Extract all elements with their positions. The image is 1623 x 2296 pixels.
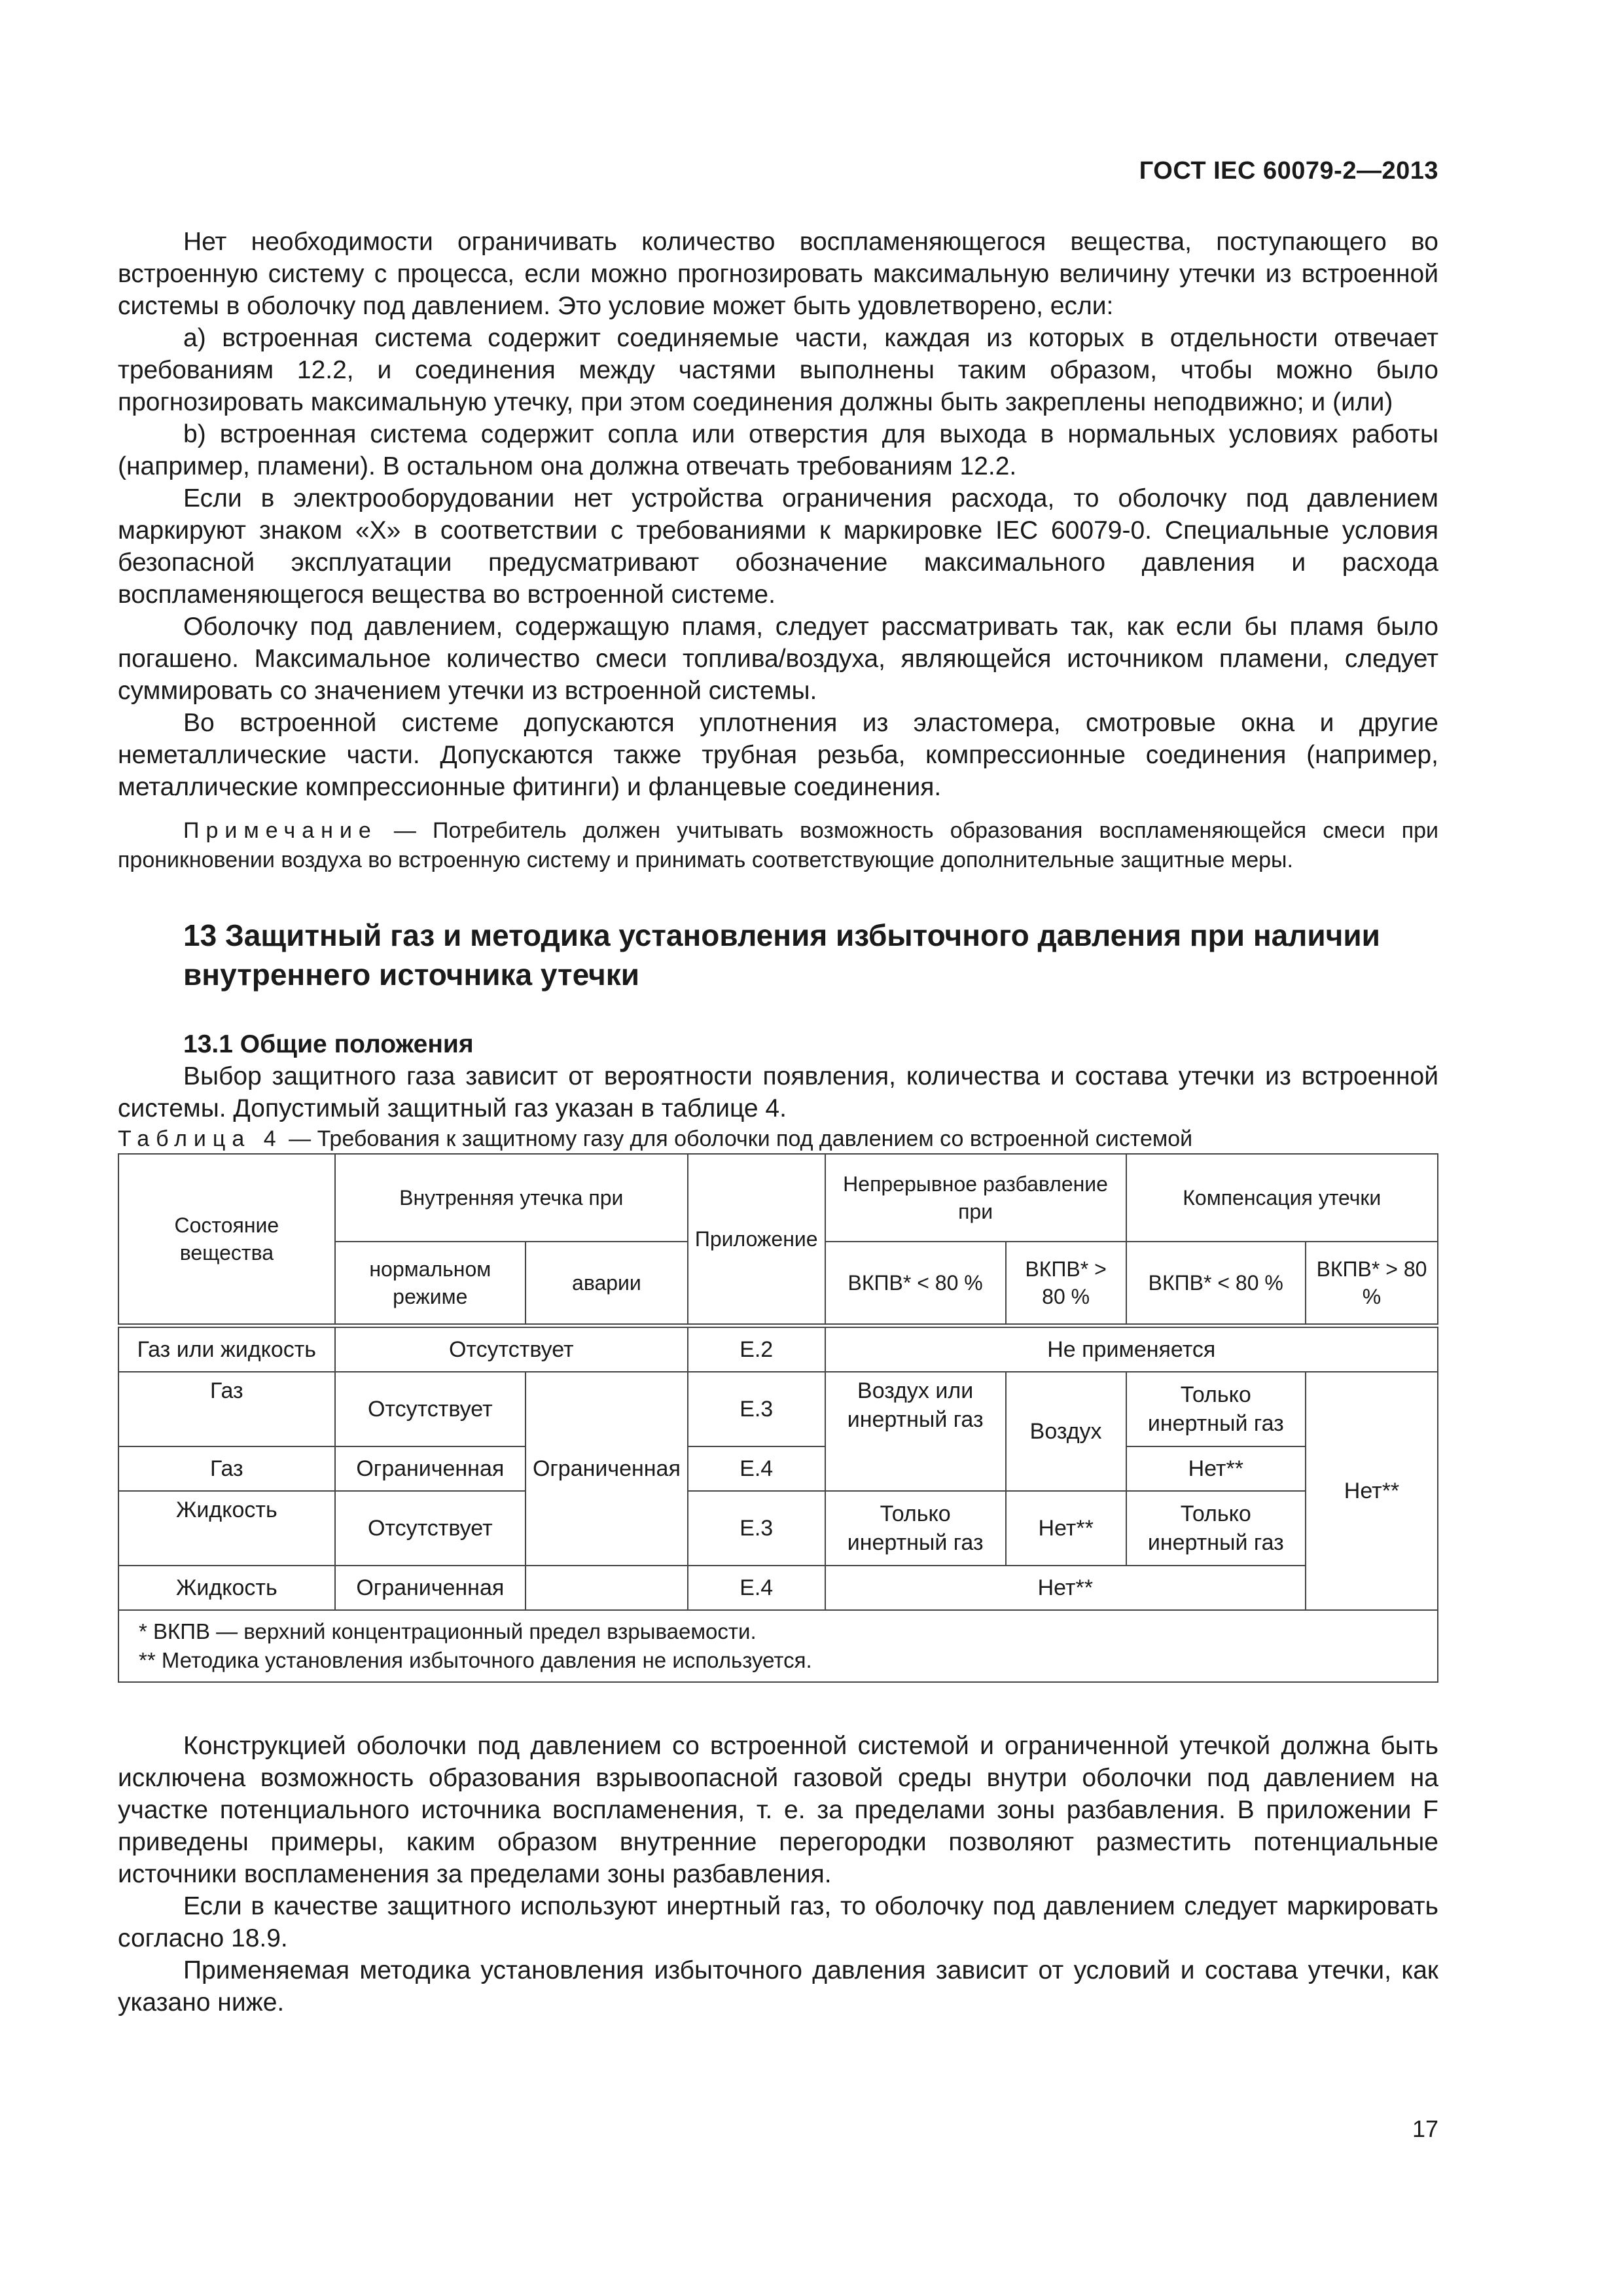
cell-fault-limited: Ограниченная	[526, 1372, 688, 1566]
header-compensation-gt80: ВКПВ* > 80 %	[1306, 1242, 1438, 1326]
header-internal-leak: Внутренняя утечка при	[335, 1154, 688, 1242]
cell-none: Нет**	[1006, 1491, 1126, 1566]
note-text: — Потребитель должен учитывать возможность образования воспламеняющейся смеси при проникновении воздуха во встроенную систему и принимать соответствующие дополнительные защитные меры.	[118, 818, 1438, 872]
body-paragraph: Если в электрооборудовании нет устройства ограничения расхода, то оболочку под давлением маркируют знаком «X» в соответствии с требованиями к маркировке IEC 60079-0. Специальные условия безопасной эксплуатации предусматривают обозначение максимального давления и расхода воспламеняющегося вещества во встроенной системе.	[118, 484, 1438, 609]
cell-annex: E.3	[688, 1491, 825, 1566]
cell-state: Газ	[118, 1446, 335, 1491]
note-label: Примечание	[183, 818, 378, 843]
header-dilution: Непрерывное разбавление при	[825, 1154, 1126, 1242]
body-paragraph: b) встроенная система содержит сопла или отверстия для выхода в нормальных условиях работы (например, пламени). В остальном она должна отвечать требованиям 12.2.	[118, 420, 1438, 480]
cell-leak: Отсутствует	[335, 1326, 688, 1372]
table-row	[118, 1566, 1438, 1610]
table-row	[118, 1491, 1438, 1566]
header-dilution-lt80: ВКПВ* < 80 %	[825, 1242, 1006, 1326]
cell-none: Нет**	[825, 1566, 1306, 1610]
page-number: 17	[1412, 2115, 1438, 2142]
cell-normal: Отсутствует	[335, 1372, 526, 1446]
body-paragraph: Нет необходимости ограничивать количество воспламеняющегося вещества, поступающего во встроенную систему с процесса, если можно прогнозировать максимальную величину утечки из встроенной системы в оболочку под давлением. Это условие может быть удовлетворено, если:	[118, 228, 1438, 320]
cell-compensation-none: Нет**	[1306, 1372, 1438, 1610]
cell-normal: Ограниченная	[335, 1446, 526, 1491]
protective-gas-table	[118, 1153, 1438, 1683]
body-paragraph: a) встроенная система содержит соединяемые части, каждая из которых в отдельности отвечает требованиям 12.2, и соединения между частями выполнены таким образом, чтобы можно было прогнозировать максимальную утечку, при этом соединения должны быть закреплены неподвижно; и (или)	[118, 324, 1438, 416]
note-paragraph	[118, 816, 1438, 875]
cell-normal: Отсутствует	[335, 1491, 526, 1566]
body-paragraph: Выбор защитного газа зависит от вероятности появления, количества и состава утечки из встроенной системы. Допустимый защитный газ указан в таблице 4.	[118, 1062, 1438, 1122]
document-code-header: ГОСТ IEC 60079-2—2013	[1139, 157, 1438, 185]
table-footnotes	[118, 1610, 1438, 1682]
section-heading: 13 Защитный газ и методика установления избыточного давления при наличии внутреннего источника утечки	[183, 918, 1380, 992]
table-caption-label: Таблица 4	[118, 1126, 283, 1151]
cell-air-or-inert: Воздух или инертный газ	[825, 1372, 1006, 1491]
cell-only-inert: Только инертный газ	[1126, 1491, 1306, 1566]
body-paragraph: Если в качестве защитного используют инертный газ, то оболочку под давлением следует маркировать согласно 18.9.	[118, 1892, 1438, 1952]
table-row	[118, 1446, 1438, 1491]
cell-state: Газ	[118, 1372, 335, 1446]
cell-annex: E.3	[688, 1372, 825, 1446]
footnote: ** Методика установления избыточного давления не используется.	[139, 1648, 812, 1672]
subsection-heading: 13.1 Общие положения	[183, 1030, 474, 1058]
header-fault: аварии	[526, 1242, 688, 1326]
table-row	[118, 1326, 1438, 1372]
cell-not-applicable: Не применяется	[825, 1326, 1438, 1372]
header-compensation: Компенсация утечки	[1126, 1154, 1438, 1242]
cell-annex: E.4	[688, 1566, 825, 1610]
table-row	[118, 1372, 1438, 1446]
cell-state: Газ или жидкость	[118, 1326, 335, 1372]
body-paragraph: Оболочку под давлением, содержащую пламя, следует рассматривать так, как если бы пламя было погашено. Максимальное количество смеси топлива/воздуха, являющейся источником пламени, следует суммировать со значением утечки из встроенной системы.	[118, 613, 1438, 705]
cell-air: Воздух	[1006, 1372, 1126, 1491]
cell-fault-limited-continued	[526, 1566, 688, 1610]
page-content	[118, 226, 1438, 2018]
header-normal: нормальном режиме	[335, 1242, 526, 1326]
table-caption-text: — Требования к защитному газу для оболочки под давлением со встроенной системой	[282, 1126, 1193, 1151]
table-caption	[118, 1124, 1438, 1153]
cell-none: Нет**	[1126, 1446, 1306, 1491]
cell-state: Жидкость	[118, 1491, 335, 1566]
body-paragraph: Конструкцией оболочки под давлением со встроенной системой и ограниченной утечкой должна быть исключена возможность образования взрывоопасной газовой среды внутри оболочки под давлением на участке потенциального источника воспламенения, т. е. за пределами зоны разбавления. В приложении F приведены примеры, каким образом внутренние перегородки позволяют разместить потенциальные источники воспламенения за пределами зоны разбавления.	[118, 1732, 1438, 1888]
header-dilution-gt80: ВКПВ* > 80 %	[1006, 1242, 1126, 1326]
body-paragraph: Во встроенной системе допускаются уплотнения из эластомера, смотровые окна и другие неметаллические части. Допускаются также трубная резьба, компрессионные соединения (например, металлические компрессионные фитинги) и фланцевые соединения.	[118, 709, 1438, 801]
cell-normal: Ограниченная	[335, 1566, 526, 1610]
header-state: Состояние вещества	[118, 1154, 335, 1326]
cell-only-inert: Только инертный газ	[1126, 1372, 1306, 1446]
cell-annex: E.4	[688, 1446, 825, 1491]
body-paragraph: Применяемая методика установления избыточного давления зависит от условий и состава утечки, как указано ниже.	[118, 1956, 1438, 2017]
cell-annex: E.2	[688, 1326, 825, 1372]
header-annex: Приложение	[688, 1154, 825, 1326]
footnote: * ВКПВ — верхний концентрационный предел взрываемости.	[139, 1619, 757, 1643]
table-footnotes-row	[118, 1610, 1438, 1682]
cell-only-inert: Только инертный газ	[825, 1491, 1006, 1566]
header-compensation-lt80: ВКПВ* < 80 %	[1126, 1242, 1306, 1326]
cell-state: Жидкость	[118, 1566, 335, 1610]
